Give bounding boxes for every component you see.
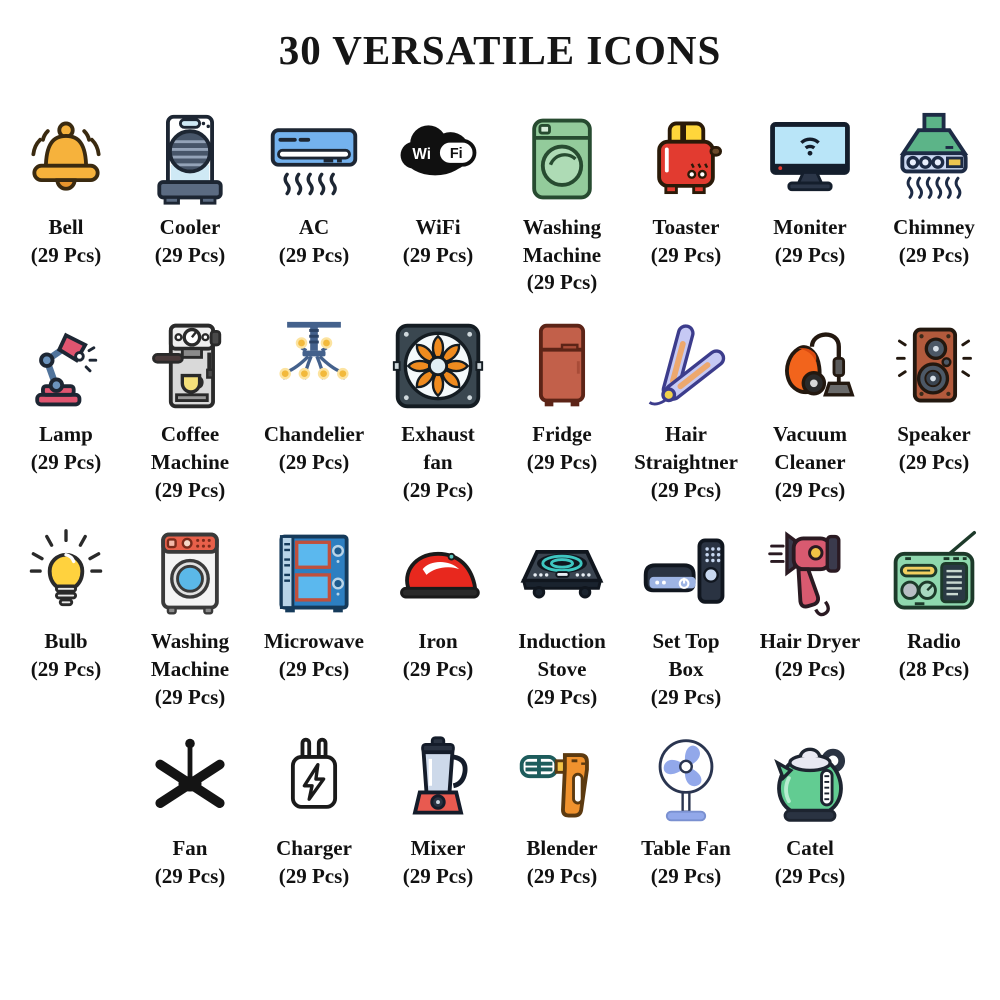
icon-caption xyxy=(509,214,615,297)
icon-count: (29 Pcs) xyxy=(154,477,226,502)
icon-caption xyxy=(509,628,615,711)
cell-speaker xyxy=(872,311,996,504)
icon-label: Bulb xyxy=(44,629,88,654)
icon-label: Cooler xyxy=(159,215,221,239)
icon-count: (29 Pcs) xyxy=(526,270,598,295)
cooler-icon xyxy=(140,104,240,214)
icon-count: (29 Pcs) xyxy=(650,477,722,502)
icon-label: Washing Machine xyxy=(522,215,602,267)
icon-label: Induction Stove xyxy=(518,629,606,682)
icon-count: (29 Pcs) xyxy=(402,864,474,889)
icon-count: (29 Pcs) xyxy=(526,864,598,889)
icon-row-4 xyxy=(0,725,1000,890)
toaster-icon xyxy=(636,104,736,214)
icon-count: (29 Pcs) xyxy=(30,449,102,474)
cell-ac xyxy=(252,104,376,297)
induction-stove-icon xyxy=(512,518,612,628)
icon-caption xyxy=(137,421,243,504)
icon-label: Set Top Box xyxy=(652,629,720,682)
fan-icon xyxy=(140,725,240,835)
icon-count: (28 Pcs) xyxy=(898,657,970,682)
cell-washing-machine xyxy=(500,104,624,297)
icon-count: (29 Pcs) xyxy=(898,449,970,474)
icon-label: Table Fan xyxy=(641,836,731,861)
icon-label: Hair Straightner xyxy=(634,422,738,474)
icon-count: (29 Pcs) xyxy=(402,242,474,267)
cell-monitor xyxy=(748,104,872,297)
icon-count: (29 Pcs) xyxy=(154,864,226,889)
cell-vacuum-cleaner xyxy=(748,311,872,504)
icon-count: (29 Pcs) xyxy=(278,657,350,682)
speaker-icon xyxy=(884,311,984,421)
icon-label: Lamp xyxy=(39,422,93,447)
bell-icon xyxy=(16,104,116,214)
ac-icon xyxy=(264,104,364,214)
exhaust-fan-icon xyxy=(388,311,488,421)
cell-set-top-box xyxy=(624,518,748,711)
blender-icon xyxy=(512,725,612,835)
icon-label: Exhaust fan xyxy=(401,422,475,474)
icon-row-2 xyxy=(0,311,1000,504)
icon-label: Mixer xyxy=(410,836,466,861)
icon-label: Chimney xyxy=(893,215,975,239)
icon-grid xyxy=(0,104,1000,891)
cell-radio xyxy=(872,518,996,711)
iron-icon xyxy=(388,518,488,628)
icon-count: (29 Pcs) xyxy=(650,242,722,267)
icon-caption xyxy=(893,214,975,269)
icon-caption xyxy=(526,835,597,890)
icon-count: (29 Pcs) xyxy=(402,657,474,682)
icon-label: Fridge xyxy=(532,422,592,447)
mixer-icon xyxy=(388,725,488,835)
icon-label: Washing Machine xyxy=(150,629,230,682)
icon-label: Blender xyxy=(526,836,598,861)
icon-caption xyxy=(527,421,598,476)
icon-caption xyxy=(403,835,474,890)
fridge-icon xyxy=(512,311,612,421)
icon-label: Coffee Machine xyxy=(150,422,230,474)
icon-caption xyxy=(633,628,739,711)
icon-label: AC xyxy=(298,215,330,239)
washing-machine-icon xyxy=(512,104,612,214)
cell-chimney xyxy=(872,104,996,297)
cell-blender xyxy=(500,725,624,890)
svg-text:Fi: Fi xyxy=(449,146,463,163)
icon-label: Vacuum Cleaner xyxy=(773,422,847,474)
icon-count: (29 Pcs) xyxy=(898,242,970,267)
lamp-icon xyxy=(16,311,116,421)
vacuum-cleaner-icon xyxy=(760,311,860,421)
cell-washing-machine-2 xyxy=(128,518,252,711)
page-title: 30 VERSATILE ICONS xyxy=(278,27,722,73)
washing-machine-2-icon xyxy=(140,518,240,628)
icon-caption xyxy=(31,421,102,476)
icon-label: Hair Dryer xyxy=(759,629,861,654)
icon-label: Fan xyxy=(172,836,208,861)
wifi-icon xyxy=(388,104,488,214)
table-fan-icon xyxy=(636,725,736,835)
cell-charger xyxy=(252,725,376,890)
icon-caption xyxy=(264,421,364,476)
icon-count: (29 Pcs) xyxy=(774,657,846,682)
icon-caption xyxy=(899,628,970,683)
icon-row-3 xyxy=(0,518,1000,711)
icon-label: Catel xyxy=(786,836,834,861)
chandelier-icon xyxy=(264,311,364,421)
bulb-icon xyxy=(16,518,116,628)
cell-bulb xyxy=(4,518,128,711)
icon-caption xyxy=(385,421,491,504)
microwave-icon xyxy=(264,518,364,628)
radio-icon xyxy=(884,518,984,628)
icon-count: (29 Pcs) xyxy=(650,684,722,709)
icon-caption xyxy=(276,835,352,890)
cell-exhaust-fan xyxy=(376,311,500,504)
cell-iron xyxy=(376,518,500,711)
icon-count: (29 Pcs) xyxy=(774,477,846,502)
icon-label: Radio xyxy=(907,629,961,654)
kettle-icon xyxy=(760,725,860,835)
set-top-box-icon xyxy=(636,518,736,628)
icon-caption xyxy=(264,628,364,683)
icon-caption xyxy=(641,835,731,890)
cell-wifi xyxy=(376,104,500,297)
chimney-icon xyxy=(884,104,984,214)
icon-count: (29 Pcs) xyxy=(30,242,102,267)
icon-count: (29 Pcs) xyxy=(30,657,102,682)
cell-table-fan xyxy=(624,725,748,890)
icon-caption xyxy=(760,628,861,683)
icon-caption xyxy=(403,628,474,683)
icon-label: Chandelier xyxy=(263,422,365,447)
hair-straightener-icon xyxy=(636,311,736,421)
cell-microwave xyxy=(252,518,376,711)
cell-coffee-machine xyxy=(128,311,252,504)
icon-row-1 xyxy=(0,104,1000,297)
icon-caption xyxy=(897,421,971,476)
icon-caption xyxy=(773,214,846,269)
icon-caption xyxy=(633,421,739,504)
icon-label: Iron xyxy=(418,629,458,654)
charger-icon xyxy=(264,725,364,835)
icon-label: Bell xyxy=(48,215,84,239)
icon-count: (29 Pcs) xyxy=(774,864,846,889)
icon-caption xyxy=(757,421,863,504)
cell-hair-dryer xyxy=(748,518,872,711)
icon-caption xyxy=(155,835,226,890)
icon-caption xyxy=(279,214,350,269)
icon-count: (29 Pcs) xyxy=(650,864,722,889)
cell-mixer xyxy=(376,725,500,890)
cell-fridge xyxy=(500,311,624,504)
icon-caption xyxy=(31,628,102,683)
icon-count: (29 Pcs) xyxy=(526,449,598,474)
cell-hair-straightener xyxy=(624,311,748,504)
icon-label: Moniter xyxy=(773,215,847,239)
icon-caption xyxy=(137,628,243,711)
icon-count: (29 Pcs) xyxy=(154,684,226,709)
cell-kettle xyxy=(748,725,872,890)
svg-text:Wi: Wi xyxy=(412,146,432,163)
icon-caption xyxy=(651,214,722,269)
cell-induction-stove xyxy=(500,518,624,711)
icon-count: (29 Pcs) xyxy=(154,242,226,267)
cell-toaster xyxy=(624,104,748,297)
cell-bell xyxy=(4,104,128,297)
cell-chandelier xyxy=(252,311,376,504)
monitor-icon xyxy=(760,104,860,214)
coffee-machine-icon xyxy=(140,311,240,421)
icon-caption xyxy=(403,214,474,269)
cell-cooler xyxy=(128,104,252,297)
cell-fan xyxy=(128,725,252,890)
icon-count: (29 Pcs) xyxy=(526,684,598,709)
icon-caption xyxy=(775,835,846,890)
icon-label: WiFi xyxy=(415,215,461,239)
hair-dryer-icon xyxy=(760,518,860,628)
icon-count: (29 Pcs) xyxy=(278,242,350,267)
icon-count: (29 Pcs) xyxy=(402,477,474,502)
cell-lamp xyxy=(4,311,128,504)
icon-caption xyxy=(155,214,226,269)
icon-count: (29 Pcs) xyxy=(278,449,350,474)
icon-caption xyxy=(31,214,102,269)
icon-label: Toaster xyxy=(652,215,720,239)
icon-count: (29 Pcs) xyxy=(278,864,350,889)
icon-label: Charger xyxy=(276,836,352,861)
icon-label: Microwave xyxy=(264,629,364,654)
icon-label: Speaker xyxy=(897,422,971,447)
icon-count: (29 Pcs) xyxy=(774,242,846,267)
